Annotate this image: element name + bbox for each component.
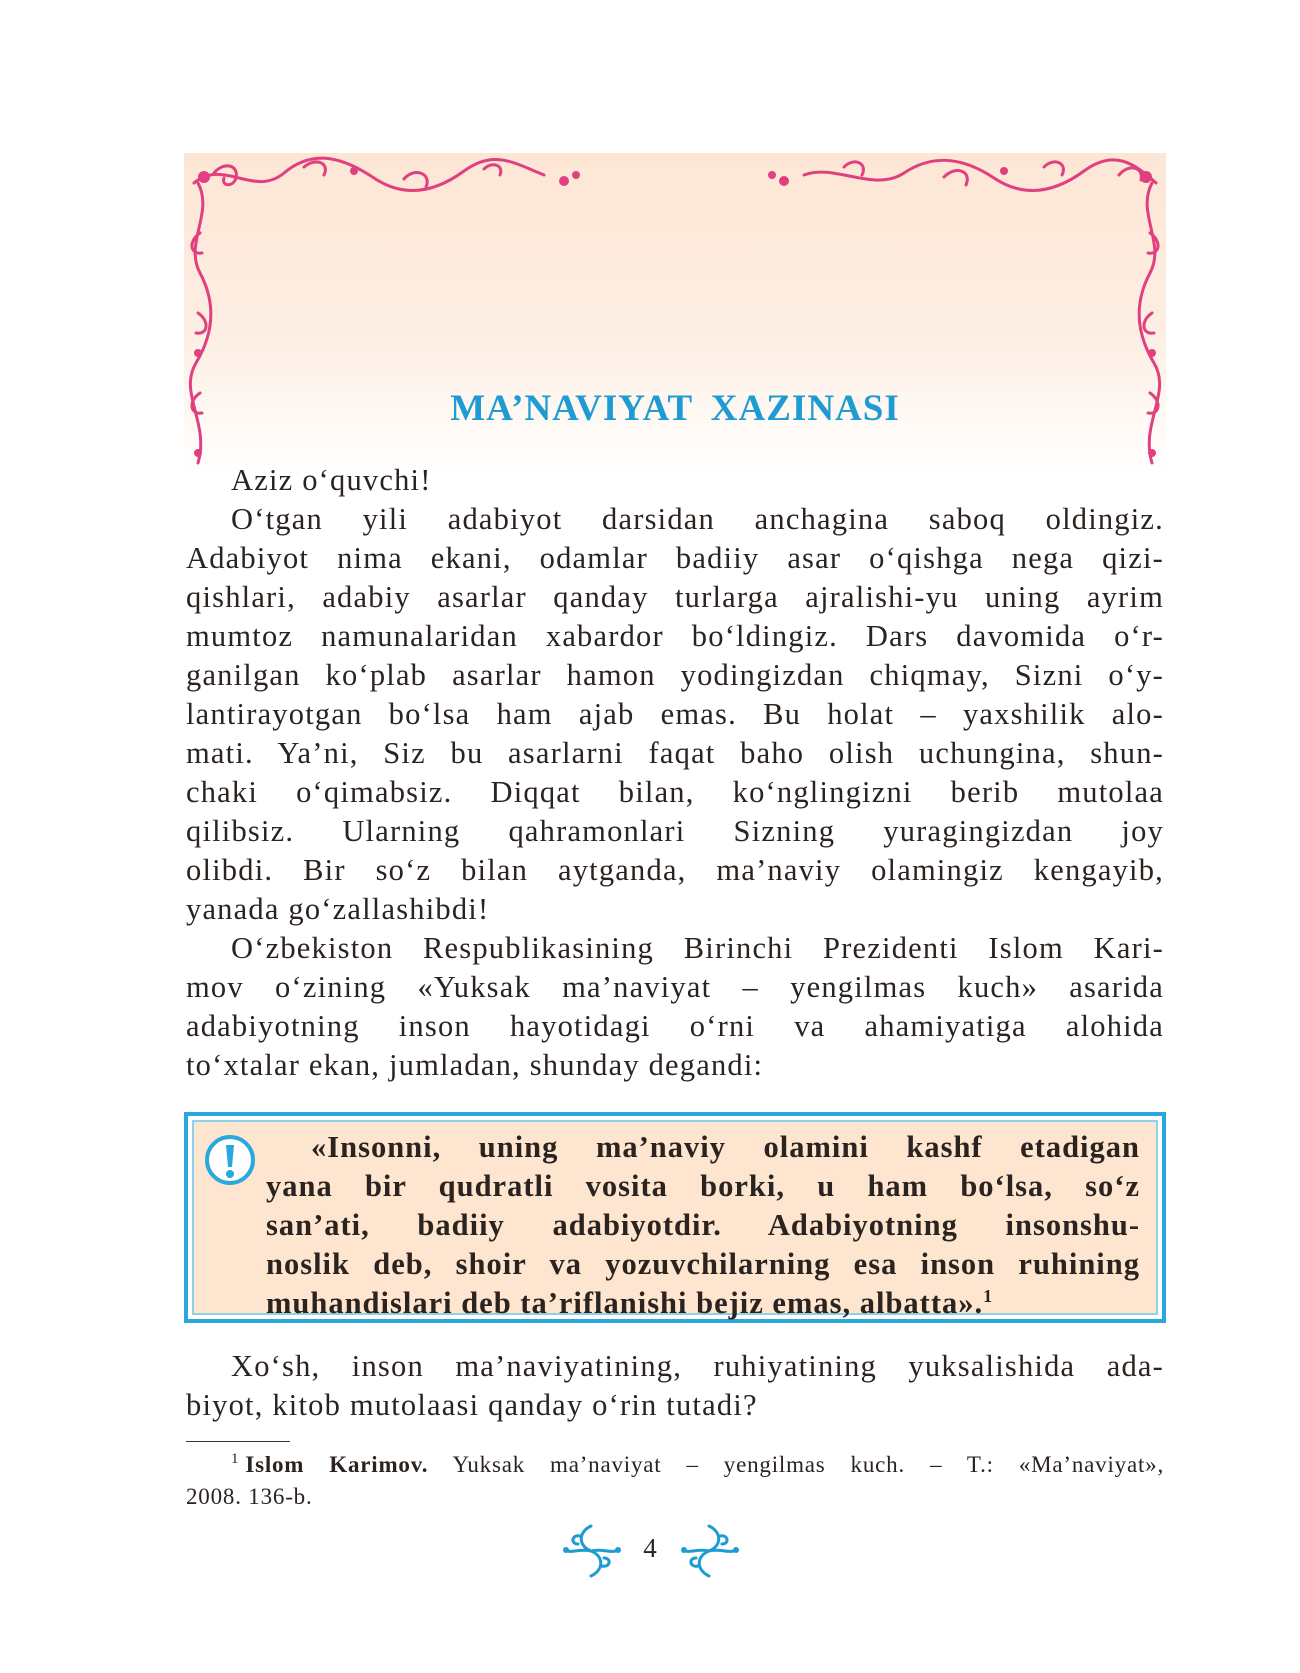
quote-line: yana bir qudratli vosita borki, u ham bo‘lsa, so‘z bbox=[266, 1169, 1140, 1203]
footnote-reference: 1 bbox=[983, 1285, 994, 1306]
quote-line: noslik deb, shoir va yozuvchilarning esa inson ruhining bbox=[266, 1247, 1140, 1281]
page-title: MA’NAVIYAT XAZINASI bbox=[450, 388, 900, 429]
body-line: biyot, kitob mutolaasi qanday o‘rin tutadi? bbox=[186, 1388, 758, 1422]
body-line: lantirayotgan bo‘lsa ham ajab emas. Bu holat – yaxshilik alo- bbox=[186, 697, 1164, 731]
body-line: to‘xtalar ekan, jumladan, shunday degandi: bbox=[186, 1048, 764, 1082]
quote-line: san’ati, badiiy adabiyotdir. Adabiyotning insonshu- bbox=[266, 1208, 1140, 1242]
body-line: olibdi. Bir so‘z bilan aytganda, ma’naviy olamingiz kengayib, bbox=[186, 853, 1164, 887]
body-line: Adabiyot nima ekani, odamlar badiiy asar o‘qishga nega qizi- bbox=[186, 541, 1164, 575]
footnote bbox=[186, 1449, 1164, 1513]
body-line: O‘zbekiston Respublikasining Birinchi Prezidenti Islom Kari- bbox=[231, 931, 1164, 965]
body-line: yanada go‘zallashibdi! bbox=[186, 892, 490, 926]
body-line: mov o‘zining «Yuksak ma’naviyat – yengilmas kuch» asarida bbox=[186, 970, 1164, 1004]
body-line: chaki o‘qimabsiz. Diqqat bilan, ko‘nglingizni berib mutolaa bbox=[186, 775, 1164, 809]
greeting-line: Aziz o‘quvchi! bbox=[231, 463, 432, 497]
body-text bbox=[186, 461, 1164, 1085]
page-number: 4 bbox=[643, 1533, 657, 1563]
body-line: qilibsiz. Ularning qahramonlari Sizning yuragingizdan joy bbox=[186, 814, 1164, 848]
quote-box bbox=[184, 1112, 1166, 1323]
quote-line: muhandislari deb ta’riflanishi bejiz emas, albatta». bbox=[266, 1286, 984, 1320]
quote-line: «Insonni, uning ma’naviy olamini kashf etadigan bbox=[311, 1130, 1140, 1164]
body-line: Xo‘sh, inson ma’naviyatining, ruhiyatining yuksalishida ada- bbox=[231, 1349, 1164, 1383]
closing-paragraph bbox=[186, 1347, 1164, 1425]
scroll-flourish-icon bbox=[560, 1520, 622, 1582]
footnote-author: Islom Karimov. bbox=[245, 1452, 429, 1477]
footnote-source: Yuksak ma’naviyat – yengilmas kuch. – T.: «Ma’naviyat», bbox=[452, 1452, 1164, 1477]
quote-text bbox=[266, 1128, 1140, 1323]
body-line: qishlari, adabiy asarlar qanday turlarga ajralishi-yu uning ayrim bbox=[186, 580, 1164, 614]
footnote-line bbox=[186, 1449, 1164, 1481]
body-line: mumtoz namunalaridan xabardor bo‘ldingiz. Dars davomida o‘r- bbox=[186, 619, 1164, 653]
body-line: O‘tgan yili adabiyot darsidan anchagina saboq oldingiz. bbox=[231, 502, 1164, 536]
body-line: ganilgan ko‘plab asarlar hamon yodingizdan chiqmay, Sizni o‘y- bbox=[186, 658, 1164, 692]
scroll-flourish-icon bbox=[678, 1520, 740, 1582]
body-line: mati. Ya’ni, Siz bu asarlarni faqat baho olish uchungina, shun- bbox=[186, 736, 1164, 770]
body-line: adabiyotning inson hayotidagi o‘rni va ahamiyatiga alohida bbox=[186, 1009, 1164, 1043]
footnote-divider bbox=[186, 1441, 290, 1442]
footnote-mark: 1 bbox=[231, 1451, 240, 1468]
exclamation-circle-icon bbox=[204, 1134, 256, 1186]
quote-inner bbox=[192, 1120, 1158, 1320]
quote-line-last bbox=[266, 1284, 1140, 1323]
footnote-line: 2008. 136-b. bbox=[186, 1484, 313, 1509]
